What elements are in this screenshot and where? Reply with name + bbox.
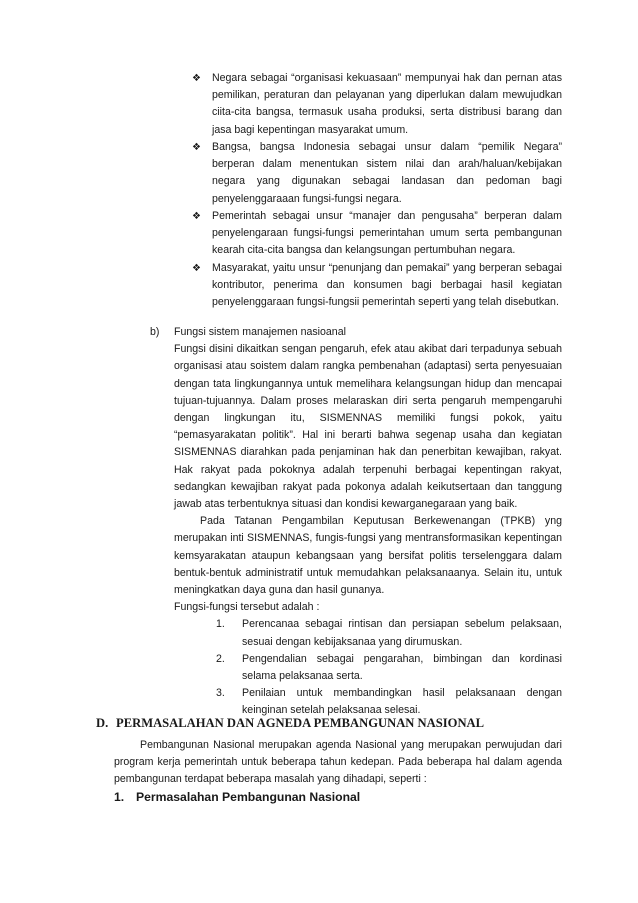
list-item-number: 2. <box>216 652 225 665</box>
list-item-number: 3. <box>216 687 225 700</box>
list-item <box>216 651 562 685</box>
section-b-list-intro: Fungsi-fungsi tersebut adalah : <box>174 601 320 614</box>
list-item-text: Penilaian untuk membandingkan hasil pelaksanaan dengan keinginan setelah pelaksanaa selesai. <box>242 687 562 717</box>
list-item <box>216 616 562 650</box>
diamond-bullet-icon: ❖ <box>192 263 201 274</box>
section-d-letter: D. <box>96 716 109 730</box>
section-b <box>150 324 562 720</box>
bullet-item-bangsa <box>192 139 562 208</box>
bullet-item-pemerintah <box>192 208 562 260</box>
section-d-paragraph: Pembangunan Nasional merupakan agenda Nasional yang merupakan perwujudan dari program kerja pemerintah untuk beberapa tahun kedepan. Pada beberapa hal dalam agenda pembangunan terdapat beberapa masalah yang dihadapi, seperti : <box>114 739 562 786</box>
list-item-text: Perencanaa sebagai rintisan dan persiapan sebelum pelaksaan, sesuai dengan kebijaksanaa yang dirumuskan. <box>242 618 562 648</box>
bullet-text: Negara sebagai “organisasi kekuasaan” mempunyai hak dan pernan atas pemilikan, peraturan dan pelayanan yang diperlukan dalam mewujudkan ciita-cita bangsa, termasuk usaha produksi, serta distribusi barang dan jasa bagi kepentingan masyarakat umum. <box>212 72 562 136</box>
section-b-title: Fungsi sistem manajemen nasioanal <box>174 326 346 338</box>
subheading-number: 1. <box>114 790 125 804</box>
diamond-bullet-icon: ❖ <box>192 142 201 153</box>
bullet-text: Bangsa, bangsa Indonesia sebagai unsur dalam “pemilik Negara” berperan dalam menentukan sistem nilai dan arah/haluan/kebijakan negara yang digunakan sebagai landasan dan pedoman bagi penyelenggaraaan fungsi-fungsi negara. <box>212 141 562 205</box>
list-item <box>216 685 562 719</box>
bullet-item-masyarakat <box>192 260 562 312</box>
numbered-list <box>216 616 562 719</box>
list-item-text: Pengendalian sebagai pengarahan, bimbingan dan kordinasi selama pelaksanaa serta. <box>242 652 562 683</box>
subheading-title: Permasalahan Pembangunan Nasional <box>136 790 361 804</box>
section-b-paragraph-1: Fungsi disini dikaitkan sengan pengaruh, efek atau akibat dari terpadunya sebuah organisasi atau soistem dalam rangka pembenahan (adaptasi) serta penyesuaian dengan tata lingkungannya untuk memelihara kelangsungan hidup dan mencapai tujuan-tujuannya. Dalam proses melaraskan diri serta pengaruh mempengaruhi dengan lingkungan itu, SISMENNAS memiliki fungsi pokok, yaitu “pemasyarakatan politik”. Hal ini berarti bahwa segenap usaha dan kegiatan SISMENNAS diarahkan pada penjaminan hak dan penerbitan kewajiban, rakyat. Hak rakyat pada pokoknya adalah terpenuhi berbagai kepentingan rakyat, sedangkan kewajiban rakyat pada pokonya adalah keikutsertaan dan tanggung jawab atas terbentuknya situasi dan kondisi kewarganegaraan yang baik. <box>174 343 562 511</box>
section-d-title: PERMASALAHAN DAN AGNEDA PEMBANGUNAN NASIONAL <box>116 716 485 730</box>
subheading-permasalahan <box>114 790 360 804</box>
list-item-number: 1. <box>216 618 225 631</box>
section-b-label: b) <box>150 326 160 338</box>
diamond-bullet-icon: ❖ <box>192 73 201 84</box>
bullet-list <box>192 70 562 312</box>
bullet-text: Pemerintah sebagai unsur “manajer dan pengusaha” berperan dalam penyelengaraan fungsi-fungsi pemerintahan umum serta pembangunan kearah cita-cita bangsa dan kelangsungan pertumbuhan negara. <box>212 210 562 257</box>
bullet-text: Masyarakat, yaitu unsur “penunjang dan pemakai” yang berperan sebagai kontributor, penerima dan konsumen bagi berbagai hasil kegiatan penyelenggaraan fungsi-fungsii pemerintah seperti yang telah disebutkan. <box>212 262 562 309</box>
diamond-bullet-icon: ❖ <box>192 211 201 222</box>
bullet-item-negara <box>192 70 562 139</box>
section-b-paragraph-2: Pada Tatanan Pengambilan Keputusan Berkewenangan (TPKB) yng merupakan inti SISMENNAS, fungis-fungsi yang mentransformasikan kepentingan kemsyarakatan ataupun kebangsaan yang bersifat politis terselenggara dalam bentuk-bentuk administratif untuk memudahkan pelaksanaanya. Selain itu, untuk meningkatkan daya guna dan hasil gunanya. <box>174 515 562 597</box>
section-d-heading <box>96 716 566 731</box>
